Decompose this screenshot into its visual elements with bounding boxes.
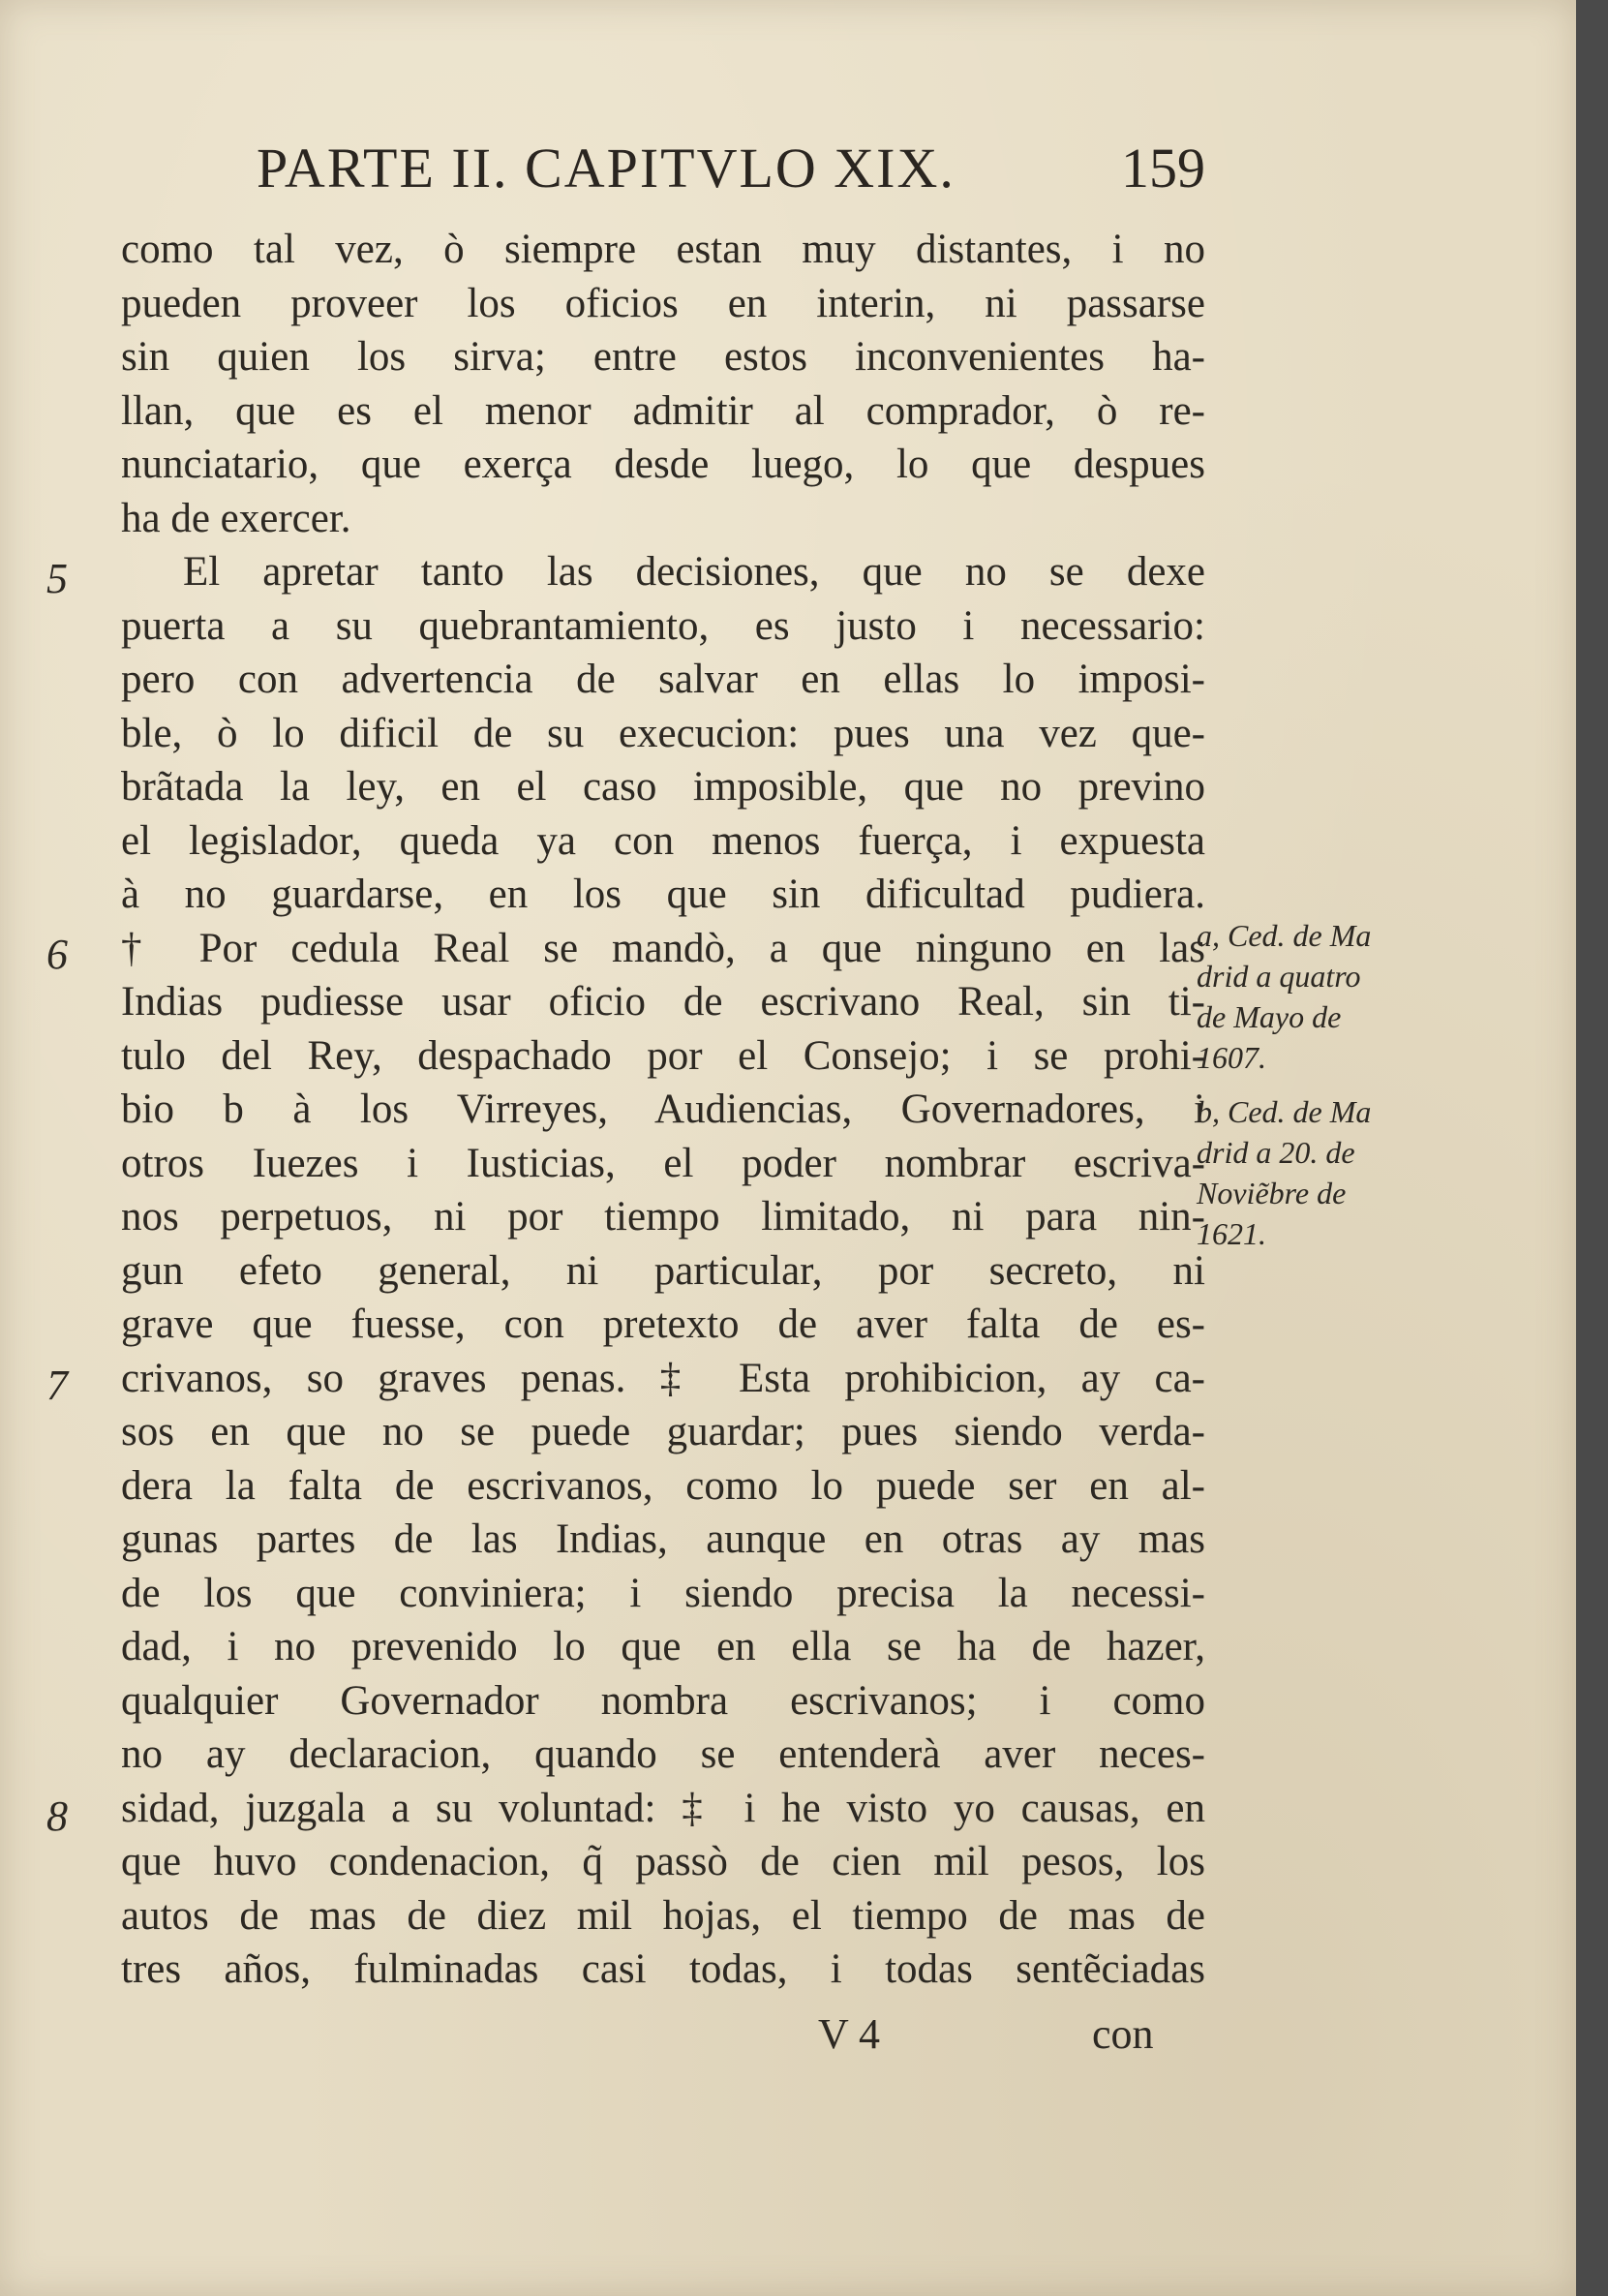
note-line: drid a 20. de: [1197, 1135, 1355, 1170]
text-line: el legislador, queda ya con menos fuerça, i expuesta: [121, 817, 1205, 864]
text-line: pueden proveer los oficios en interin, ni passarse: [121, 280, 1205, 326]
text-line: dad, i no prevenido lo que en ella se ha de hazer,: [121, 1624, 1205, 1669]
text-line: nunciatario, que exerça desde luego, lo que despues: [121, 442, 1205, 487]
note-line: 1621.: [1197, 1216, 1266, 1251]
text-line: † Por cedula Real se mandò, a que ninguno en las: [121, 925, 1205, 971]
text-line: sin quien los sirva; entre estos inconvenientes ha-: [121, 334, 1205, 380]
paragraph-number-7: 7: [46, 1362, 68, 1409]
page-number: 159: [1121, 137, 1205, 199]
text-line: tulo del Rey, despachado por el Consejo; i se prohi-: [121, 1032, 1205, 1079]
text-line: autos de mas de diez mil hojas, el tiempo de mas de: [121, 1892, 1205, 1939]
text-line: gunas partes de las Indias, aunque en otras ay mas: [121, 1516, 1205, 1562]
text-line: crivanos, so graves penas. ‡ Esta prohibicion, ay ca-: [121, 1355, 1205, 1401]
text-line: Indias pudiesse usar oficio de escrivano Real, sin ti-: [121, 979, 1205, 1025]
text-line: dera la falta de escrivanos, como lo puede ser en al-: [121, 1462, 1205, 1509]
text-line: ble, ò lo dificil de su execucion: pues una vez que-: [121, 710, 1205, 756]
text-line: llan, que es el menor admitir al comprador, ò re-: [121, 387, 1205, 434]
body-text: [121, 223, 1205, 1997]
text-line: otros Iuezes i Iusticias, el poder nombrar escriva-: [121, 1140, 1205, 1186]
text-line: que huvo condenacion, q̃ passò de cien mil pesos, los: [121, 1839, 1205, 1884]
note-line: 1607.: [1197, 1040, 1266, 1075]
signature-mark: V 4: [818, 2010, 880, 2058]
text-line: sidad, juzgala a su voluntad: ‡ i he visto yo causas, en: [121, 1785, 1205, 1831]
marginal-note-b: [1197, 1091, 1458, 1254]
text-line: sos en que no se puede guardar; pues siendo verda-: [121, 1409, 1205, 1454]
text-line: bio b à los Virreyes, Audiencias, Governadores, i: [121, 1087, 1205, 1132]
marginal-notes: [1197, 915, 1458, 1254]
paragraph-number-8: 8: [46, 1792, 68, 1840]
text-line: brãtada la ley, en el caso imposible, que no previno: [121, 764, 1205, 810]
note-line: drid a quatro: [1197, 959, 1361, 994]
text-line: qualquier Governador nombra escrivanos; i como: [121, 1677, 1205, 1724]
note-line: a, Ced. de Ma: [1197, 918, 1372, 953]
running-head: PARTE II. CAPITVLO XIX.: [257, 137, 956, 199]
text-line: no ay declaracion, quando se entenderà aver neces-: [121, 1731, 1205, 1777]
text-line: puerta a su quebrantamiento, es justo i necessario:: [121, 602, 1205, 649]
page-header: [257, 136, 1205, 203]
text-line: ha de exercer.: [121, 495, 351, 541]
text-line: como tal vez, ò siempre estan muy distantes, i no: [121, 227, 1205, 272]
text-line: grave que fuesse, con pretexto de aver falta de es-: [121, 1301, 1205, 1347]
paragraph-number-6: 6: [46, 931, 68, 978]
text-line: pero con advertencia de salvar en ellas lo imposi-: [121, 657, 1205, 702]
paragraph-number-5: 5: [46, 555, 68, 602]
note-line: b, Ced. de Ma: [1197, 1094, 1372, 1129]
text-line: gun efeto general, ni particular, por secreto, ni: [121, 1247, 1205, 1294]
note-line: de Mayo de: [1197, 999, 1342, 1034]
text-line: El apretar tanto las decisiones, que no se dexe: [183, 549, 1205, 595]
text-line: à no guardarse, en los que sin dificultad pudiera.: [121, 872, 1205, 917]
note-line: Noviẽbre de: [1197, 1176, 1347, 1210]
text-line: tres años, fulminadas casi todas, i todas sentẽciadas: [121, 1946, 1205, 1992]
marginal-note-a: [1197, 915, 1458, 1078]
text-line: de los que conviniera; i siendo precisa la necessi-: [121, 1570, 1205, 1616]
catchword: con: [1092, 2010, 1154, 2058]
text-line: nos perpetuos, ni por tiempo limitado, ni para nin-: [121, 1194, 1205, 1240]
